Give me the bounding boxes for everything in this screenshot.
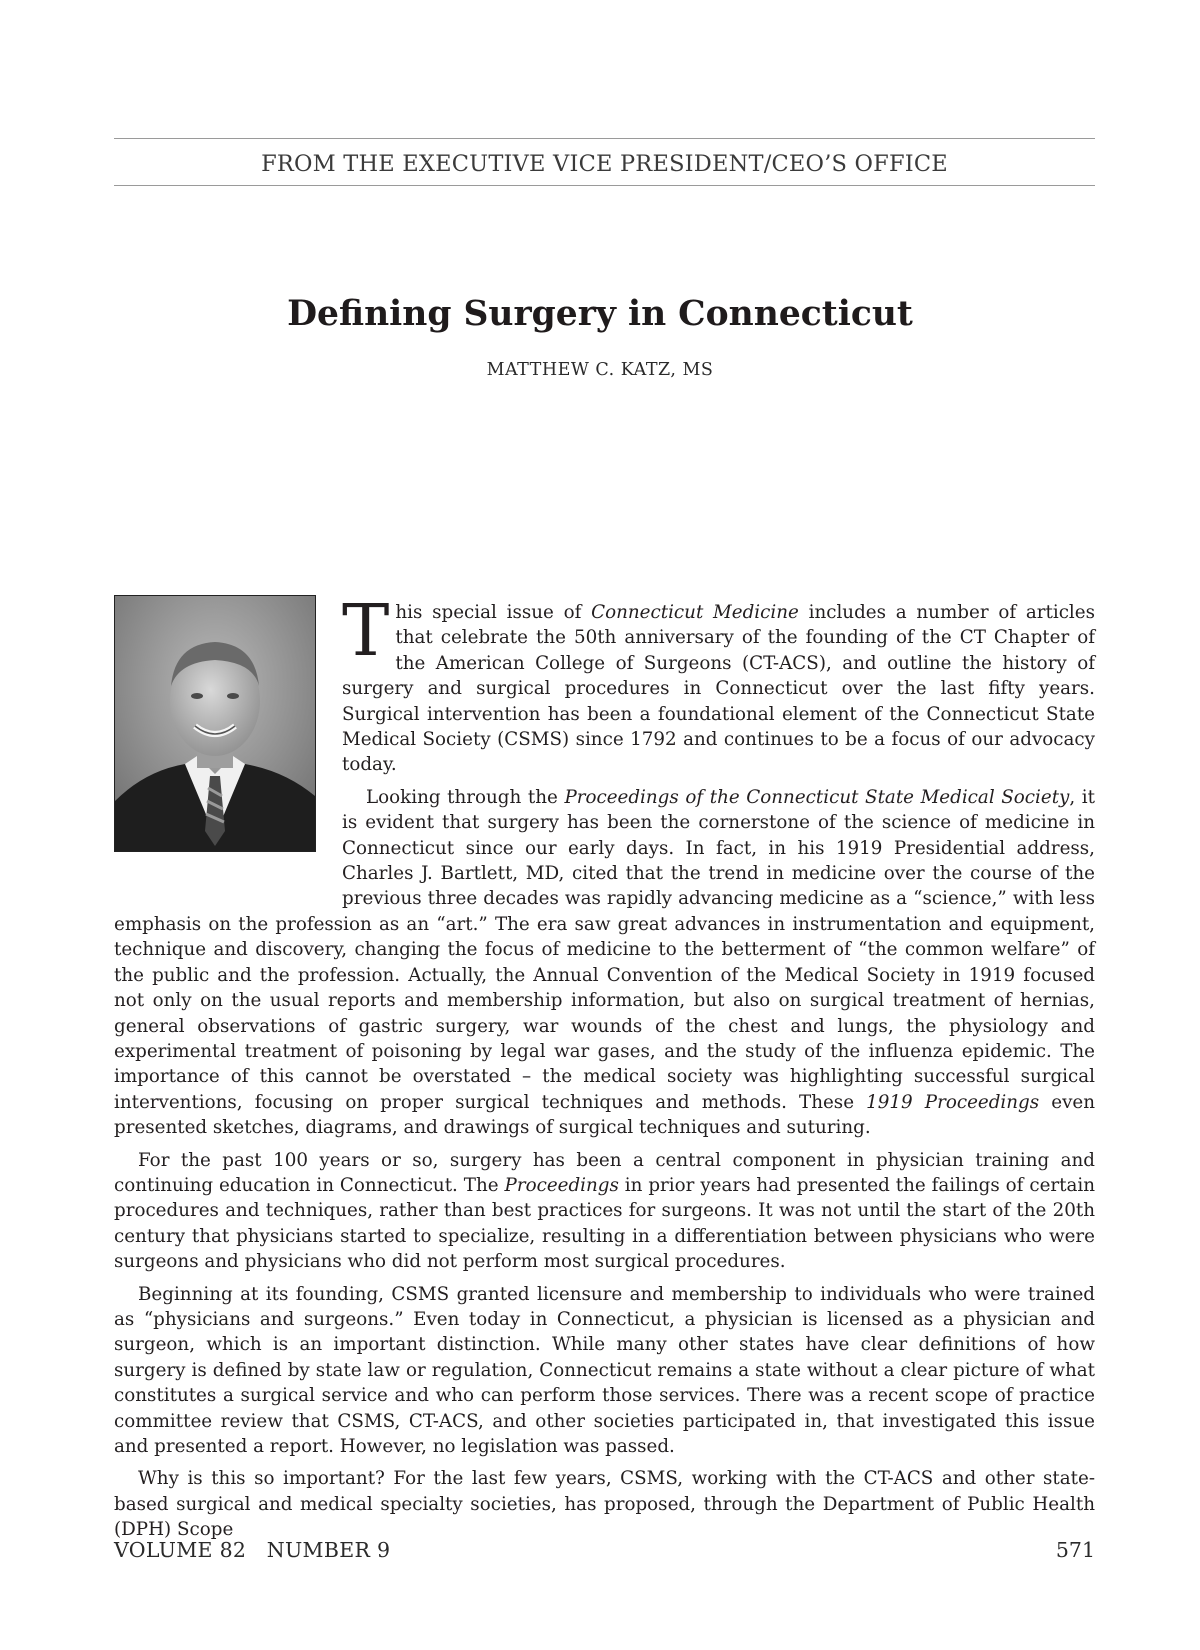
text-run: , it is evident that surgery has been the cornerstone of the science of medicine in Connecticut since our early days. In fact, in his 1919 Presidential address, Charles J. Bartlett, MD, cited that the trend in medicine over the course of the previous three decades was rapidly advancing medicine as a “science,” with less emphasis on the profession as an “art.” The era saw great advances in instrumentation and equipment, technique and discovery, changing the focus of medicine to the betterment of “the common welfare” of the public and the profession. Actually, the Annual Convention of the Medical Society in 1919 focused not only on the usual reports and membership information, but also on surgical treatment of hernias, general observations of gastric surgery, war wounds of the chest and lungs, the physiology and experimental treatment of poisoning by legal war gases, and the study of the influenza epidemic. The importance of this cannot be overstated – the medical society was highlighting successful surgical interventions, focusing on proper surgical techniques and methods. These bbox=[114, 786, 1095, 1113]
section-header: FROM THE EXECUTIVE VICE PRESIDENT/CEO’S OFFICE bbox=[261, 151, 948, 177]
italic-text-run: Proceedings of the Connecticut State Medical Society bbox=[564, 786, 1070, 808]
text-run: For the past 100 years or so, surgery has been a central component in physician training and continuing education in Connecticut. The bbox=[114, 1149, 1095, 1196]
volume-number: VOLUME 82 NUMBER 9 bbox=[114, 1538, 391, 1562]
italic-text-run: Proceedings bbox=[504, 1174, 619, 1196]
text-run: Why is this so important? For the last few years, CSMS, working with the CT-ACS and other state-based surgical and medical specialty societies, has proposed, through the Department of Public Health (DPH) Scope bbox=[114, 1468, 1095, 1541]
text-run: even presented sketches, diagrams, and drawings of surgical techniques and suturing. bbox=[114, 1091, 1095, 1139]
italic-text-run: 1919 Proceedings bbox=[866, 1091, 1040, 1113]
text-run: in prior years had presented the failings of certain procedures and techniques, rather than best practices for surgeons. It was not until the start of the 20th century that physicians started to specialize, resulting in a differentiation between physicians who were surgeons and physicians who did not perform most surgical procedures. bbox=[114, 1174, 1095, 1273]
page-number: 571 bbox=[1055, 1538, 1095, 1562]
photo-wrap-space bbox=[114, 600, 342, 890]
paragraph bbox=[114, 1282, 1095, 1460]
drop-cap: T bbox=[342, 589, 390, 672]
text-run: Beginning at its founding, CSMS granted licensure and membership to individuals who were trained as “physicians and surgeons.” Even today in Connecticut, a physician is licensed as a physician and surgeon, which is an important distinction. While many other states have clear definitions of how surgery is defined by state law or regulation, Connecticut remains a state without a clear picture of what constitutes a surgical service and who can perform those services. There was a recent scope of practice committee review that CSMS, CT-ACS, and other societies participated in, that investigated this issue and presented a report. However, no legislation was passed. bbox=[114, 1283, 1095, 1457]
header-bottom-rule bbox=[114, 185, 1095, 186]
paragraph bbox=[114, 1466, 1095, 1542]
text-run: his special issue of bbox=[395, 602, 592, 623]
header-top-rule bbox=[114, 138, 1095, 139]
italic-text-run: Connecticut Medicine bbox=[591, 602, 799, 623]
text-run: Looking through the bbox=[366, 786, 565, 808]
article-body bbox=[114, 589, 1095, 1550]
text-run: includes a number of articles that celebrate the 50th anniversary of the founding of the CT Chapter of the American College of Surgeons (CT-ACS), and outline the history of surgery and surgical procedures in Connecticut over the last fifty years. Surgical intervention has been a foundational element of the Connecticut State Medical Society (CSMS) since 1792 and continues to be a focus of our advocacy today. bbox=[342, 602, 1095, 776]
article-title: Defining Surgery in Connecticut bbox=[287, 294, 913, 334]
author-byline: MATTHEW C. KATZ, MS bbox=[486, 360, 714, 380]
paragraph bbox=[114, 1148, 1095, 1275]
